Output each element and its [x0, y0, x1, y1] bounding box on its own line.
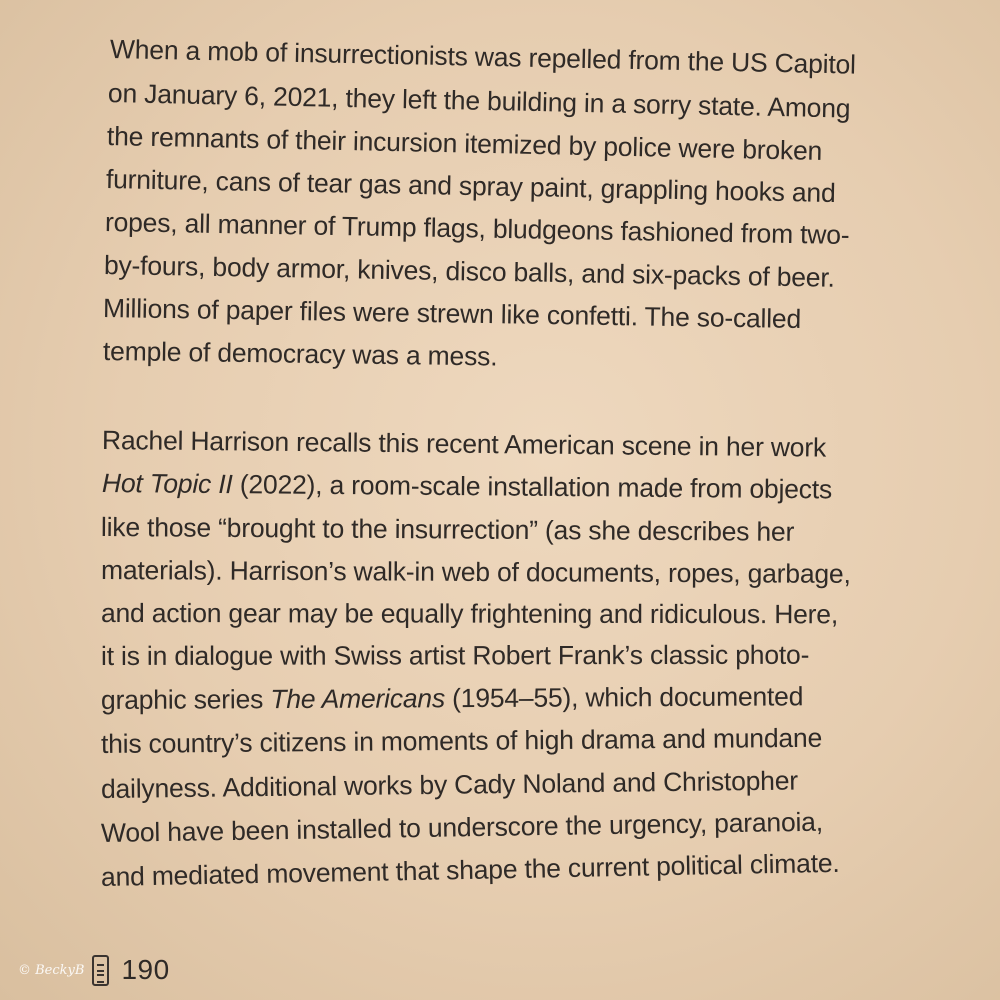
paragraph2-line: this country’s citizens in moments of high drama and mundane	[100, 722, 823, 759]
paragraph2-line: Wool have been installed to underscore the urgency, paranoia,	[100, 806, 824, 848]
footer	[18, 952, 170, 988]
paragraph1-line: by-fours, body armor, knives, disco balls, and six-packs of beer.	[103, 250, 835, 293]
paragraph2-line	[102, 468, 832, 504]
line-text: (1954–55), which documented	[444, 681, 804, 714]
paragraph2-line: and action gear may be equally frightening and ridiculous. Here,	[100, 598, 839, 630]
paragraph2-line: dailyness. Additional works by Cady Noland and Christopher	[100, 765, 799, 804]
artwork-title: The Americans	[270, 683, 446, 715]
paragraph2-line: and mediated movement that shape the current political climate.	[100, 847, 840, 892]
paragraph1-line: temple of democracy was a mess.	[102, 336, 498, 372]
paragraph1-line: on January 6, 2021, they left the building in a sorry state. Among	[107, 78, 851, 124]
line-text: graphic series	[100, 684, 271, 715]
audio-guide-icon	[92, 955, 109, 986]
paragraph1-line: furniture, cans of tear gas and spray paint, grappling hooks and	[105, 164, 836, 209]
photo-watermark: © BeckyB	[18, 962, 85, 978]
paragraph1-line: Millions of paper files were strewn like confetti. The so-called	[102, 293, 802, 334]
paragraph2-line: materials). Harrison’s walk-in web of documents, ropes, garbage,	[100, 555, 851, 589]
artwork-title: Hot Topic II	[101, 468, 233, 500]
paragraph1-line: the remnants of their incursion itemized by police were broken	[106, 121, 823, 166]
page-number: 190	[121, 954, 170, 985]
paragraph2-line: it is in dialogue with Swiss artist Robert Frank’s classic photo-	[100, 639, 810, 671]
paragraph2-line	[101, 681, 803, 715]
paragraph2-line: like those “brought to the insurrection” (as she describes her	[100, 512, 795, 547]
paragraph2-line: Rachel Harrison recalls this recent American scene in her work	[101, 425, 827, 463]
paragraph1-line: When a mob of insurrectionists was repelled from the US Capitol	[109, 34, 857, 80]
line-text: (2022), a room-scale installation made from objects	[232, 469, 833, 505]
paragraph1-line: ropes, all manner of Trump flags, bludgeons fashioned from two-	[104, 207, 850, 250]
